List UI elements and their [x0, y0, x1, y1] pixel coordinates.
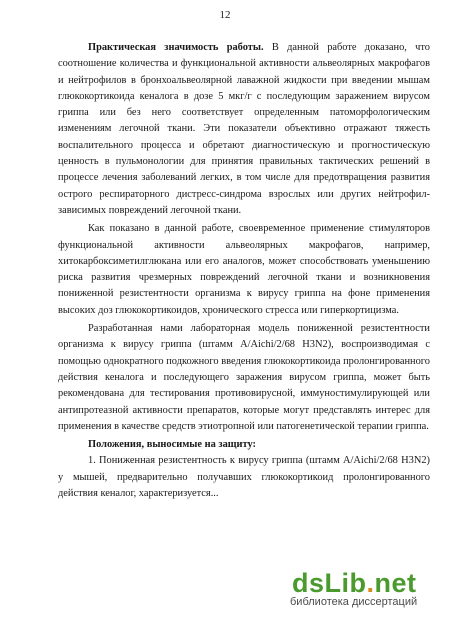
- page-number: 12: [219, 9, 231, 21]
- watermark-caption: библиотека диссертаций: [290, 596, 418, 608]
- paragraph-lab-model: Разработанная нами лабораторная модель пониженной резистентности организма к вирусу гриппа (штамм A/Aichi/2/68 H3N2), воспроизводимая с помощью однократного подкожного введения глюкокортикоида пролонгированного действия кеналога и последующего заражения вирусом гриппа, может быть рекомендована для тестирования противовирусной, иммуностимулирующей или антипротеазной активности препаратов, которые могут представлять интерес для применения в качестве средств этиотропной или патогенетической терапии гриппа.: [58, 323, 430, 432]
- section-heading: Положения, выносимые на защиту:: [88, 439, 257, 451]
- paragraph-stimulators: Как показано в данной работе, своевременное применение стимуляторов функциональной активности альвеолярных макрофагов, например, хитокарбоксиметилглюкана или его аналогов, может способствовать уменьшению риска развития чрезмерных повреждений легочной ткани и возникновения пониженной резистентности организма к вирусу гриппа на фоне применения высоких доз глюкокортикоидов, хронического стресса или гиперкортицизма.: [58, 223, 430, 316]
- paragraph-text: В данной работе доказано, что соотношение количества и функциональной активности альвеолярных макрофагов и нейтрофилов в бронхоальвеолярной лаважной жидкости при введении мышам глюкокортикоида кеналога в дозе 5 мкг/г с последующим заражением вирусом гриппа или без него соответствует определенным патоморфологическим изменениям легочной ткани. Эти показатели объективно отражают тяжесть воспалительного процесса и обретают диагностическую и прогностическую ценность в пульмонологии для принятия правильных тактических решений в процессе лечения заболеваний легких, в том числе для предотвращения развития острого респираторного дистресс-синдрома взрослых или других нейтрофил-зависимых повреждений легочной ткани.: [58, 42, 430, 216]
- dslib-logo: dsLib.net: [292, 568, 417, 598]
- paragraph-practical-significance: [58, 40, 430, 219]
- dslib-watermark[interactable]: [290, 568, 440, 610]
- document-body: [58, 40, 430, 502]
- paragraph-lead: Практическая значимость работы.: [88, 42, 264, 53]
- defense-item-1: 1. Пониженная резистентность к вирусу гриппа (штамм A/Aichi/2/68 H3N2) у мышей, предварительно получавших глюкокортикоид пролонгированного действия кеналог, характеризуется...: [58, 455, 430, 500]
